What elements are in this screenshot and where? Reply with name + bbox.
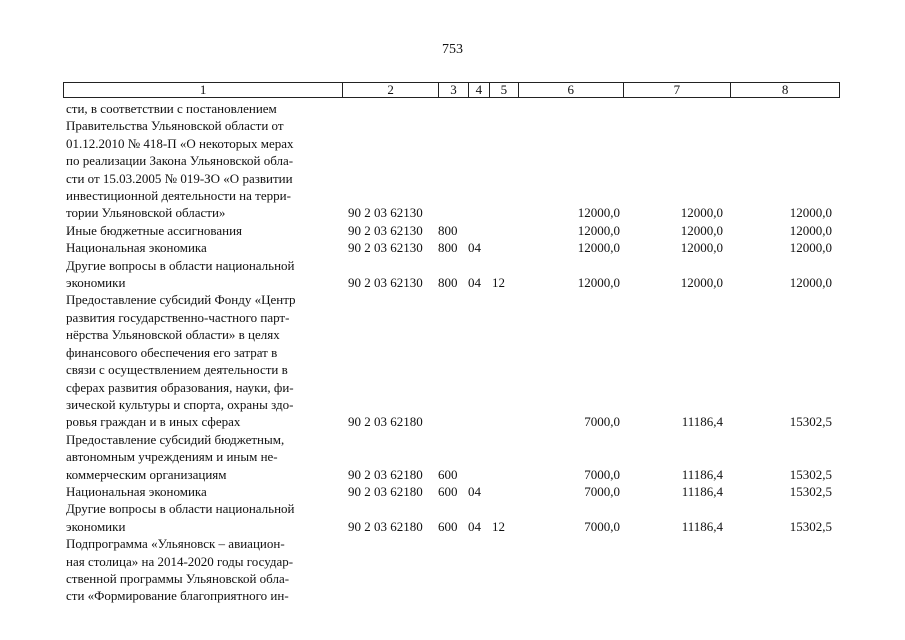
- row-section: 04: [468, 518, 481, 534]
- row-value-1: 12000,0: [577, 222, 620, 238]
- row-name-line: экономики: [66, 275, 126, 291]
- row-name-line: Подпрограмма «Ульяновск – авиацион-: [66, 536, 285, 552]
- row-code: 90 2 03 62130: [348, 205, 423, 221]
- page-number: 753: [442, 42, 463, 57]
- row-value-1: 12000,0: [577, 205, 620, 221]
- row-expense-type: 800: [438, 222, 458, 238]
- row-name: [66, 291, 336, 430]
- row-value-1: 7000,0: [584, 518, 620, 534]
- table-row: [66, 257, 846, 292]
- table-row: [66, 535, 846, 605]
- row-value-2: 12000,0: [680, 275, 723, 291]
- row-subsection: 12: [492, 275, 505, 291]
- row-subsection: 12: [492, 518, 505, 534]
- table-header: [63, 82, 840, 98]
- row-code: 90 2 03 62180: [348, 518, 423, 534]
- row-name: [66, 239, 336, 256]
- header-cell-3: 3: [439, 83, 469, 97]
- table-row: [66, 239, 846, 256]
- row-name-line: Национальная экономика: [66, 483, 207, 499]
- row-value-1: 7000,0: [584, 483, 620, 499]
- row-value-2: 12000,0: [680, 240, 723, 256]
- row-code: 90 2 03 62130: [348, 275, 423, 291]
- row-name-line: ровья граждан и в иных сферах: [66, 414, 241, 430]
- row-name: [66, 535, 336, 605]
- row-expense-type: 800: [438, 275, 458, 291]
- row-value-2: 12000,0: [680, 222, 723, 238]
- row-value-2: 11186,4: [681, 483, 723, 499]
- row-value-1: 12000,0: [577, 240, 620, 256]
- row-value-1: 7000,0: [584, 466, 620, 482]
- row-section: 04: [468, 483, 481, 499]
- row-value-3: 15302,5: [789, 518, 832, 534]
- table-row: [66, 100, 846, 222]
- row-code: 90 2 03 62130: [348, 222, 423, 238]
- row-name-line: коммерческим организациям: [66, 466, 227, 482]
- table-row: [66, 222, 846, 239]
- table-row: [66, 431, 846, 483]
- row-name-line: автономным учреждениям и иным не-: [66, 449, 278, 465]
- row-name-line: сти, в соответствии с постановлением: [66, 101, 277, 116]
- row-name-line: Предоставление субсидий бюджетным,: [66, 431, 285, 447]
- row-name-line: сти от 15.03.2005 № 019-ЗО «О развитии: [66, 170, 293, 186]
- table-row: [66, 291, 846, 430]
- header-cell-1: 1: [64, 83, 343, 97]
- row-name-line: финансового обеспечения его затрат в: [66, 344, 278, 360]
- row-name: [66, 257, 336, 292]
- row-name-line: инвестиционной деятельности на терри-: [66, 188, 291, 204]
- header-cell-2: 2: [343, 83, 439, 97]
- row-code: 90 2 03 62180: [348, 466, 423, 482]
- row-name-line: тории Ульяновской области»: [66, 205, 226, 221]
- row-name-line: по реализации Закона Ульяновской обла-: [66, 153, 294, 169]
- row-name-line: связи с осуществлением деятельности в: [66, 362, 288, 378]
- row-expense-type: 600: [438, 518, 458, 534]
- row-name-line: Другие вопросы в области национальной: [66, 501, 295, 517]
- row-value-3: 12000,0: [789, 275, 832, 291]
- table-row: [66, 500, 846, 535]
- row-value-3: 12000,0: [789, 240, 832, 256]
- row-value-1: 12000,0: [577, 275, 620, 291]
- row-expense-type: 600: [438, 466, 458, 482]
- header-cell-8: 8: [781, 82, 789, 97]
- row-name: [66, 483, 336, 500]
- row-value-1: 7000,0: [584, 414, 620, 430]
- row-value-3: 15302,5: [789, 414, 832, 430]
- row-section: 04: [468, 275, 481, 291]
- row-value-3: 12000,0: [789, 222, 832, 238]
- row-name-line: сферах развития образования, науки, фи-: [66, 379, 294, 395]
- row-name: [66, 222, 336, 239]
- row-value-2: 11186,4: [681, 466, 723, 482]
- row-name-line: развития государственно-частного парт-: [66, 309, 290, 325]
- row-name-line: Другие вопросы в области национальной: [66, 257, 295, 273]
- row-name-line: ственной программы Ульяновской обла-: [66, 570, 290, 586]
- header-cell-6: 6: [519, 83, 624, 97]
- row-section: 04: [468, 240, 481, 256]
- row-name-line: Правительства Ульяновской области от: [66, 118, 284, 134]
- row-value-2: 11186,4: [681, 414, 723, 430]
- row-expense-type: 600: [438, 483, 458, 499]
- row-name-line: Иные бюджетные ассигнования: [66, 222, 243, 238]
- row-code: 90 2 03 62130: [348, 240, 423, 256]
- header-cell-4: 4: [469, 83, 490, 97]
- table-body: [66, 100, 846, 605]
- row-code: 90 2 03 62180: [348, 414, 423, 430]
- row-name-line: сти «Формирование благоприятного ин-: [66, 588, 289, 604]
- row-value-2: 12000,0: [680, 205, 723, 221]
- header-cell-7: 7: [624, 83, 732, 97]
- row-name: [66, 500, 336, 535]
- row-name-line: Предоставление субсидий Фонду «Центр: [66, 292, 296, 308]
- row-value-3: 12000,0: [789, 205, 832, 221]
- row-name-line: зической культуры и спорта, охраны здо-: [66, 396, 294, 412]
- row-name-line: 01.12.2010 № 418-П «О некоторых мерах: [66, 135, 294, 151]
- table-row: [66, 483, 846, 500]
- row-name: [66, 100, 336, 222]
- row-value-3: 15302,5: [789, 483, 832, 499]
- row-code: 90 2 03 62180: [348, 483, 423, 499]
- row-value-2: 11186,4: [681, 518, 723, 534]
- row-value-3: 15302,5: [789, 466, 832, 482]
- row-name-line: экономики: [66, 518, 126, 534]
- row-expense-type: 800: [438, 240, 458, 256]
- row-name-line: нёрства Ульяновской области» в целях: [66, 327, 280, 343]
- row-name: [66, 431, 336, 483]
- header-cell-5: 5: [490, 83, 519, 97]
- row-name-line: ная столица» на 2014-2020 годы государ-: [66, 553, 294, 569]
- row-name-line: Национальная экономика: [66, 240, 207, 256]
